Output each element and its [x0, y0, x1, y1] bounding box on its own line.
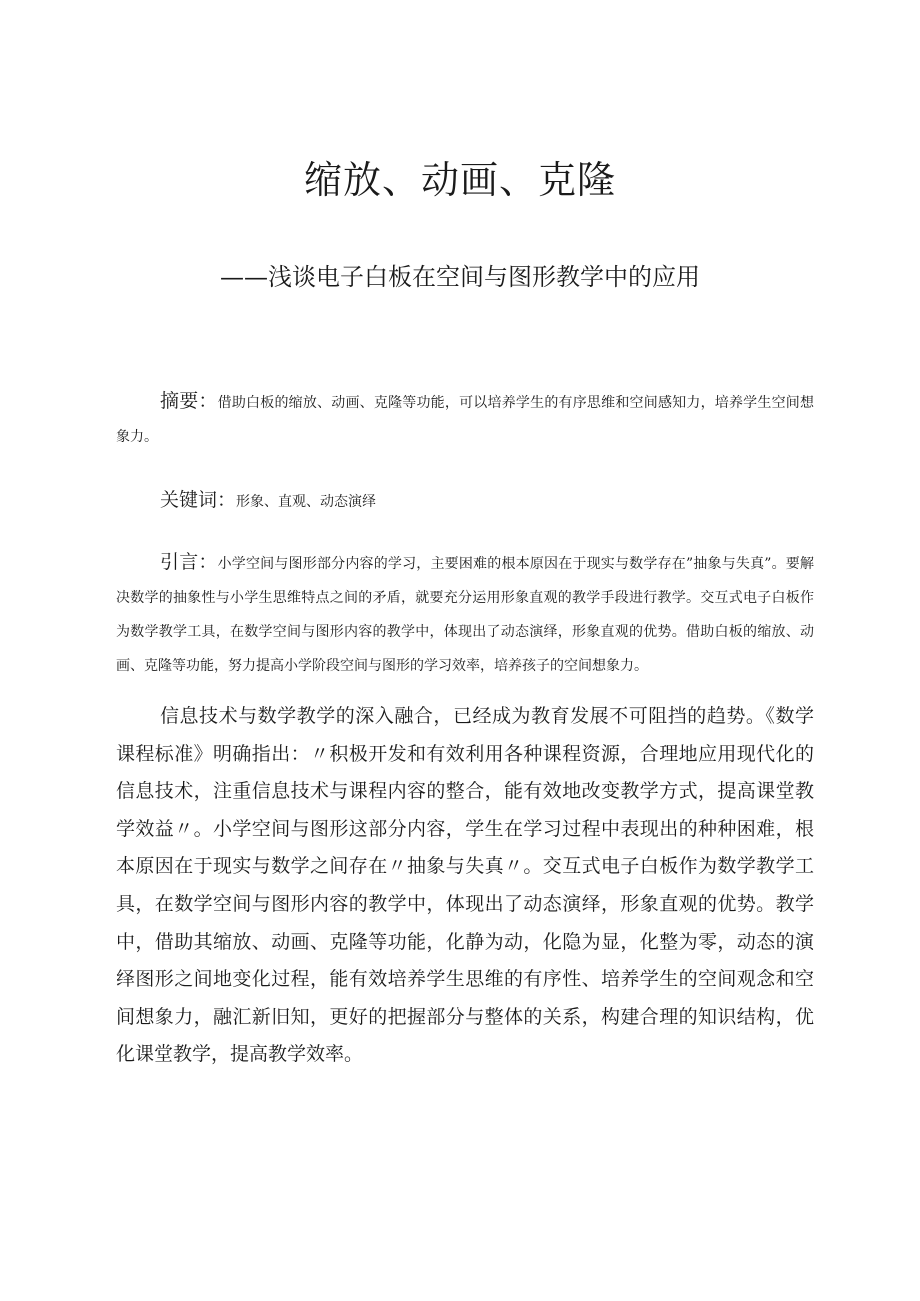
abstract-section	[116, 384, 814, 454]
document-title: 缩放、动画、克隆	[303, 158, 616, 202]
intro-label: 引言：	[160, 551, 218, 573]
intro-text: 小学空间与图形部分内容的学习，主要困难的根本原因在于现实与数学存在”抽象与失真”。要解决数学的抽象性与小学生思维特点之间的矛盾，就要充分运用形象直观的教学手段进行教学。交互式电子白板作为数学教学工具，在数学空间与图形内容的教学中，体现出了动态演绎，形象直观的优势。借助白板的缩放、动画、克隆等功能，努力提高小学阶段空间与图形的学习效率，培养孩子的空间想象力。	[116, 556, 814, 674]
keywords-label: 关键词：	[160, 489, 237, 511]
abstract-text: 借助白板的缩放、动画、克隆等功能，可以培养学生的有序思维和空间感知力，培养学生空间想象力。	[116, 395, 814, 445]
body-paragraph: 信息技术与数学教学的深入融合，已经成为教育发展不可阻挡的趋势。《数学课程标准》明确指出：〃积极开发和有效利用各种课程资源，合理地应用现代化的信息技术，注重信息技术与课程内容的整合，能有效地改变教学方式，提高课堂教学效益〃。小学空间与图形这部分内容，学生在学习过程中表现出的种种困难，根本原因在于现实与数学之间存在〃抽象与失真〃。交互式电子白板作为数学教学工具，在数学空间与图形内容的教学中，体现出了动态演绎，形象直观的优势。教学中，借助其缩放、动画、克隆等功能，化静为动，化隐为显，化整为零，动态的演绎图形之间地变化过程，能有效培养学生思维的有序性、培养学生的空间观念和空间想象力，融汇新旧知，更好的把握部分与整体的关系，构建合理的知识结构，优化课堂教学，提高教学效率。	[116, 705, 814, 1066]
keywords-section	[116, 483, 814, 519]
document-subtitle: ——浅谈电子白板在空间与图形教学中的应用	[220, 263, 700, 291]
abstract-label: 摘要：	[160, 390, 218, 412]
intro-section	[116, 545, 814, 683]
keywords-text: 形象、直观、动态演绎	[236, 494, 377, 510]
